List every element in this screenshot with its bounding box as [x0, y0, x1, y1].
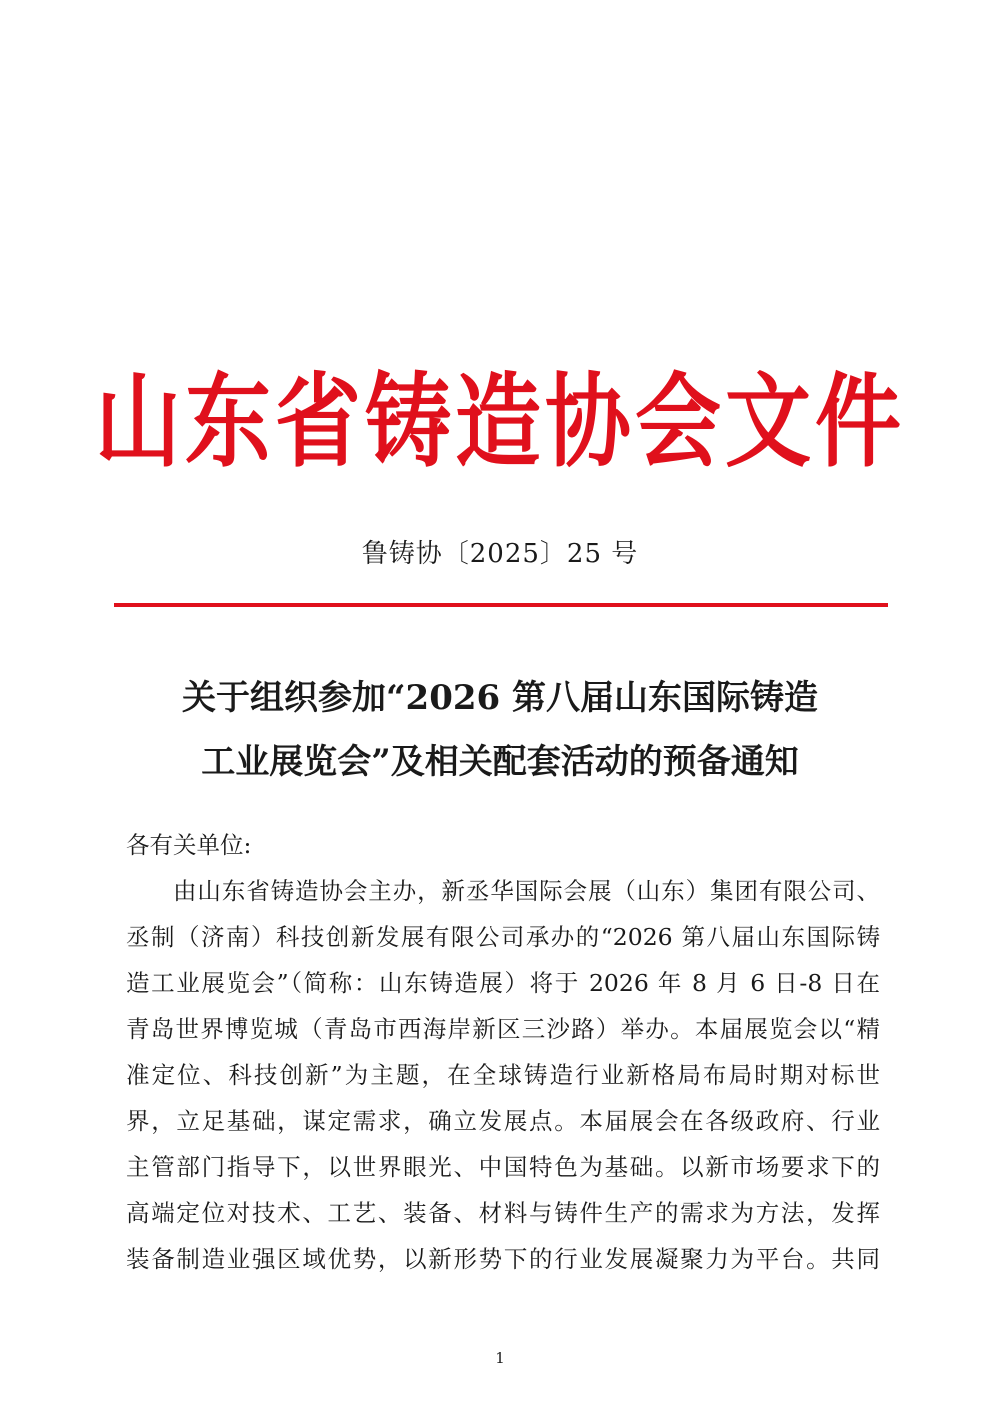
paragraph-line: 由山东省铸造协会主办，新丞华国际会展（山东）集团有限公司、	[173, 877, 880, 905]
page-number: 1	[495, 1349, 505, 1367]
paragraph-line: 主管部门指导下，以世界眼光、中国特色为基础。以新市场要求下的	[126, 1153, 880, 1181]
document-body	[126, 822, 880, 1282]
paragraph-line: 造工业展览会”（简称：山东铸造展）将于 2026 年 8 月 6 日-8 日在	[126, 969, 880, 997]
title-line-1: 关于组织参加“2026 第八届山东国际铸造	[181, 678, 819, 718]
paragraph-line: 准定位、科技创新”为主题，在全球铸造行业新格局布局时期对标世	[126, 1061, 880, 1089]
paragraph-line: 装备制造业强区域优势，以新形势下的行业发展凝聚力为平台。共同	[126, 1245, 880, 1273]
salutation: 各有关单位:	[126, 831, 252, 859]
document-title	[0, 666, 1000, 794]
paragraph-line: 青岛世界博览城（青岛市西海岸新区三沙路）举办。本届展览会以“精	[126, 1015, 880, 1043]
paragraph-line: 高端定位对技术、工艺、装备、材料与铸件生产的需求为方法，发挥	[126, 1199, 880, 1227]
red-divider-line	[114, 603, 888, 607]
document-number: 鲁铸协〔2025〕25 号	[361, 539, 639, 569]
document-masthead: 山东省铸造协会文件	[95, 363, 905, 482]
title-line-2: 工业展览会”及相关配套活动的预备通知	[201, 742, 799, 782]
paragraph-line: 界，立足基础，谋定需求，确立发展点。本届展会在各级政府、行业	[126, 1107, 880, 1135]
paragraph-line: 丞制（济南）科技创新发展有限公司承办的“2026 第八届山东国际铸	[126, 923, 880, 951]
